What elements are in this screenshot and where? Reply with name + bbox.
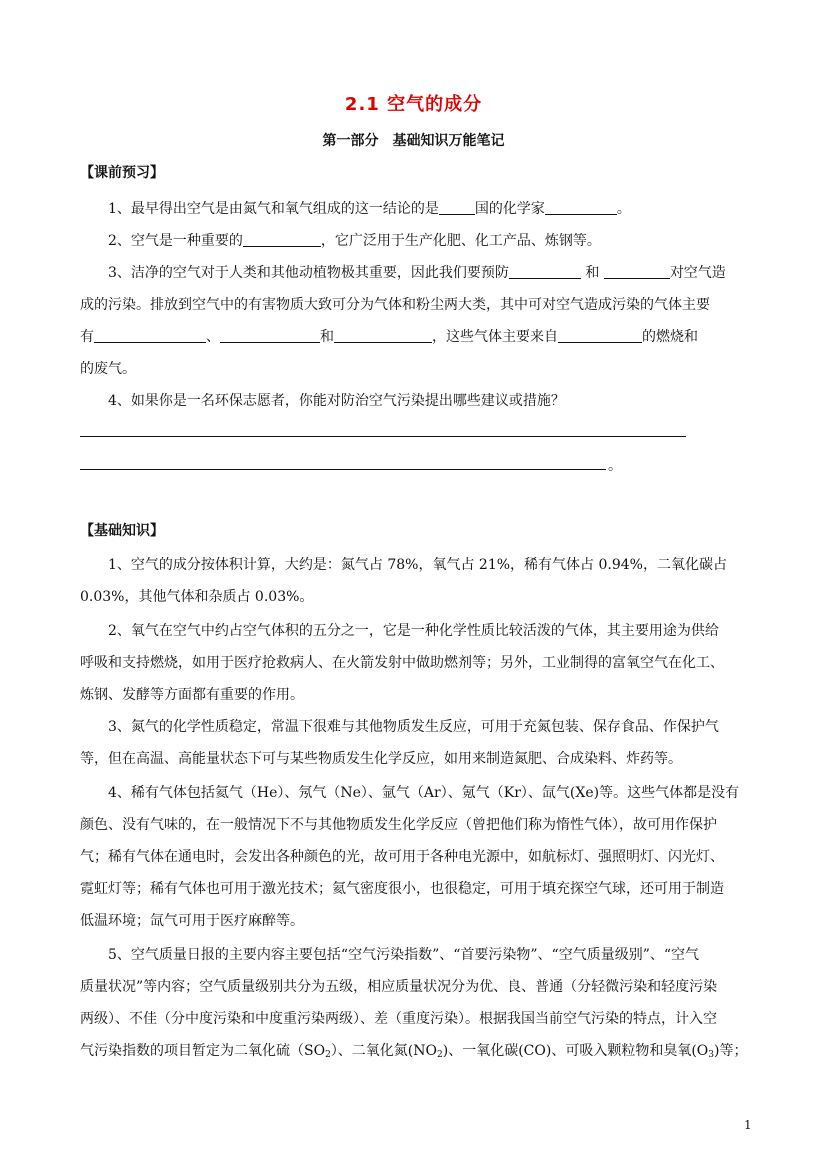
section-subtitle: 第一部分 基础知识万能笔记	[322, 133, 505, 149]
basics-line: 0.03%，其他气体和杂质占 0.03%。	[80, 589, 314, 605]
question-3-line-4: 的废气。	[80, 361, 136, 377]
answer-blank[interactable]	[604, 264, 670, 279]
basics-line: 气污染指数的项目暂定为二氧化硫$(SO_2)$、二氧化氮$(NO_2)$、一氧化碳(CO)、可吸入颗粒物和臭氧$(O_3)$等；	[80, 1043, 748, 1060]
question-3-line-3: 有 、 和 ，这些气体主要来自 的燃烧和	[80, 329, 698, 345]
page-number: 1	[744, 1118, 752, 1132]
basics-line: 气；稀有气体在通电时，会发出各种颜色的光，故可用于各种电光源中，如航标灯、强照明灯、闪光灯、	[80, 849, 724, 865]
basics-line: 1、空气的成分按体积计算，大约是：氮气占 78%，氧气占 21%，稀有气体占 0.94%，二氧化碳占	[108, 557, 727, 573]
question-4: 4、如果你是一名环保志愿者，你能对防治空气污染提出哪些建议或措施？	[108, 393, 565, 409]
preview-heading: 【课前预习】	[80, 165, 164, 181]
basics-line: 5、空气质量日报的主要内容主要包括“空气污染指数”、“首要污染物”、“空气质量级别”、“空气	[108, 947, 700, 963]
page-title: 2.1 空气的成分	[344, 94, 483, 115]
answer-blank[interactable]	[509, 264, 581, 279]
question-2: 2、空气是一种重要的 ，它广泛用于生产化肥、化工产品、炼钢等。	[108, 233, 601, 249]
answer-blank[interactable]	[243, 232, 321, 247]
answer-line[interactable]	[80, 469, 606, 470]
basics-line: 4、稀有气体包括氦气（He）、氖气（Ne）、氩气（Ar）、氪气（Kr）、氙气(Xe)等。这些气体都是没有	[108, 785, 740, 801]
answer-blank[interactable]	[220, 328, 320, 343]
basics-line: 3、氮气的化学性质稳定，常温下很难与其他物质发生反应，可用于充氮包装、保存食品、作保护气	[108, 719, 719, 735]
question-3-line-1: 3、洁净的空气对于人类和其他动植物极其重要，因此我们要预防 和 对空气造	[108, 265, 726, 281]
basics-line: 颜色、没有气味的，在一般情况下不与其他物质发生化学反应（曾把他们称为惰性气体），故可用作保护	[80, 817, 717, 833]
question-1: 1、最早得出空气是由氮气和氧气组成的这一结论的是 国的化学家 。	[108, 201, 631, 217]
basics-line: 2、氧气在空气中约占空气体积的五分之一，它是一种化学性质比较活泼的气体，其主要用途为供给	[108, 623, 719, 639]
basics-line: 霓虹灯等；稀有气体也可用于激光技术；氦气密度很小，也很稳定，可用于填充探空气球，还可用于制造	[80, 881, 724, 897]
question-3-line-2: 成的污染。排放到空气中的有害物质大致可分为气体和粉尘两大类，其中可对空气造成污染的气体主要	[80, 297, 710, 313]
basics-line: 呼吸和支持燃烧，如用于医疗抢救病人、在火箭发射中做助燃剂等；另外，工业制得的富氧空气在化工、	[80, 655, 724, 671]
answer-line-end: 。	[608, 458, 622, 474]
answer-line[interactable]	[80, 436, 686, 437]
basics-line: 质量状况”等内容；空气质量级别共分为五级，相应质量状况分为优、良、普通（分轻微污染和轻度污染	[80, 979, 718, 995]
basics-line: 炼钢、发酵等方面都有重要的作用。	[80, 687, 304, 703]
basics-heading: 【基础知识】	[80, 523, 164, 539]
basics-line: 低温环境；氙气可用于医疗麻醉等。	[80, 913, 304, 929]
basics-line: 两级）、不佳（分中度污染和中度重污染两级）、差（重度污染）。根据我国当前空气污染的特点，计入空	[80, 1011, 717, 1027]
answer-blank[interactable]	[558, 328, 642, 343]
basics-line: 等，但在高温、高能量状态下可与某些物质发生化学反应，如用来制造氮肥、合成染料、炸药等。	[80, 751, 682, 767]
answer-blank[interactable]	[439, 200, 475, 215]
answer-blank[interactable]	[545, 200, 617, 215]
answer-blank[interactable]	[334, 328, 432, 343]
answer-blank[interactable]	[94, 328, 206, 343]
